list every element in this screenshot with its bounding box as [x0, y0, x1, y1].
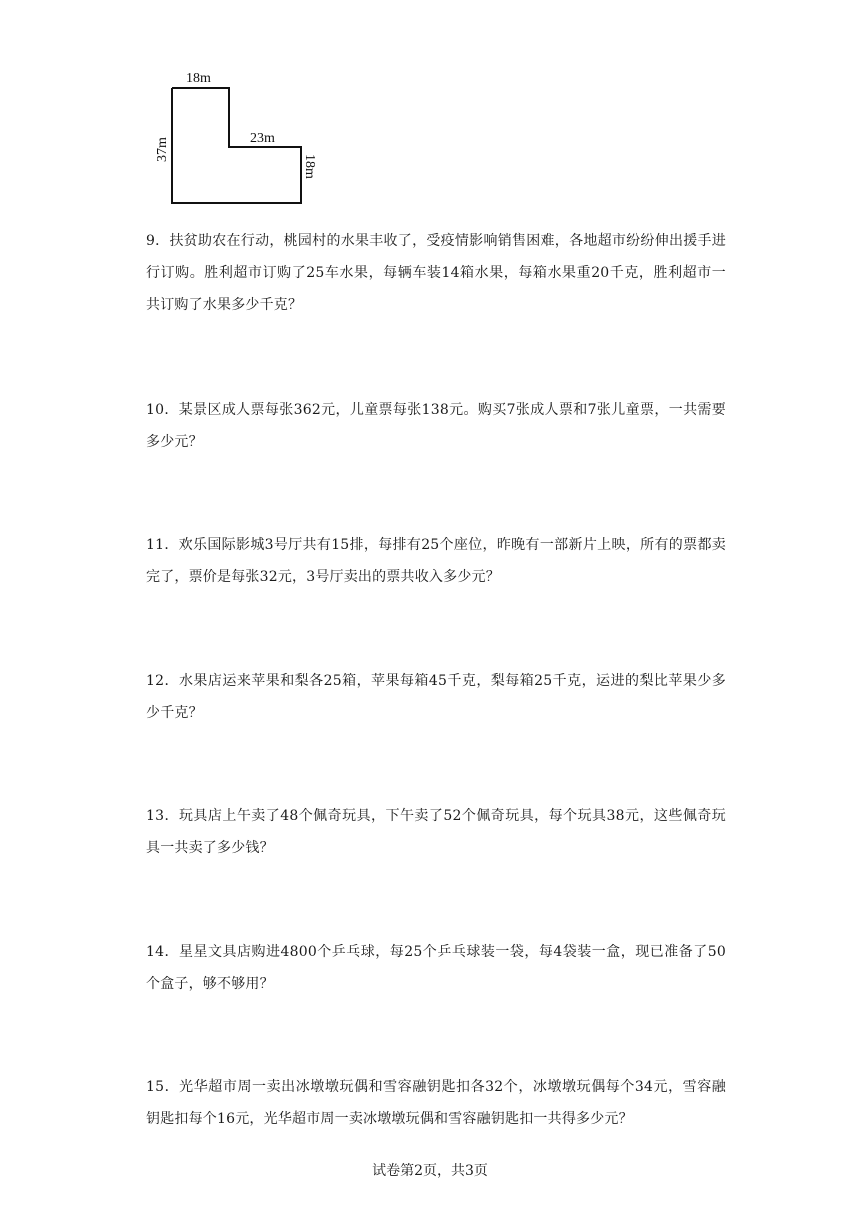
l-shape-outline: [172, 88, 301, 203]
question-13: 13．玩具店上午卖了48个佩奇玩具，下午卖了52个佩奇玩具，每个玩具38元，这些佩奇玩具一共卖了多少钱？: [146, 808, 726, 856]
top-edge-label: 18m: [186, 71, 211, 86]
question-14: 14．星星文具店购进4800个乒乓球，每25个乒乓球装一袋，每4袋装一盒，现已准备了50个盒子，够不够用？: [146, 944, 726, 992]
question-12: 12．水果店运来苹果和梨各25箱，苹果每箱45千克，梨每箱25千克，运进的梨比苹果少多少千克？: [146, 673, 726, 721]
question-10: 10．某景区成人票每张362元，儿童票每张138元。购买7张成人票和7张儿童票，一共需要多少元？: [146, 402, 726, 450]
question-15: 15．光华超市周一卖出冰墩墩玩偶和雪容融钥匙扣各32个，冰墩墩玩偶每个34元，雪容融钥匙扣每个16元，光华超市周一卖冰墩墩玩偶和雪容融钥匙扣一共得多少元？: [146, 1079, 726, 1127]
right-edge-label: 18m: [302, 154, 317, 179]
page-footer: 试卷第2页，共3页: [372, 1163, 488, 1179]
inner-edge-label: 23m: [250, 131, 275, 146]
question-9: 9．扶贫助农在行动，桃园村的水果丰收了，受疫情影响销售困难，各地超市纷纷伸出援手进行订购。胜利超市订购了25车水果，每辆车装14箱水果，每箱水果重20千克，胜利超市一共订购了水果多少千克？: [146, 233, 726, 313]
l-shape-figure: [140, 64, 340, 214]
left-edge-label: 37m: [155, 137, 170, 162]
question-11: 11．欢乐国际影城3号厅共有15排，每排有25个座位，昨晚有一部新片上映，所有的票都卖完了，票价是每张32元，3号厅卖出的票共收入多少元？: [146, 537, 726, 585]
l-shape-diagram: [140, 64, 340, 214]
